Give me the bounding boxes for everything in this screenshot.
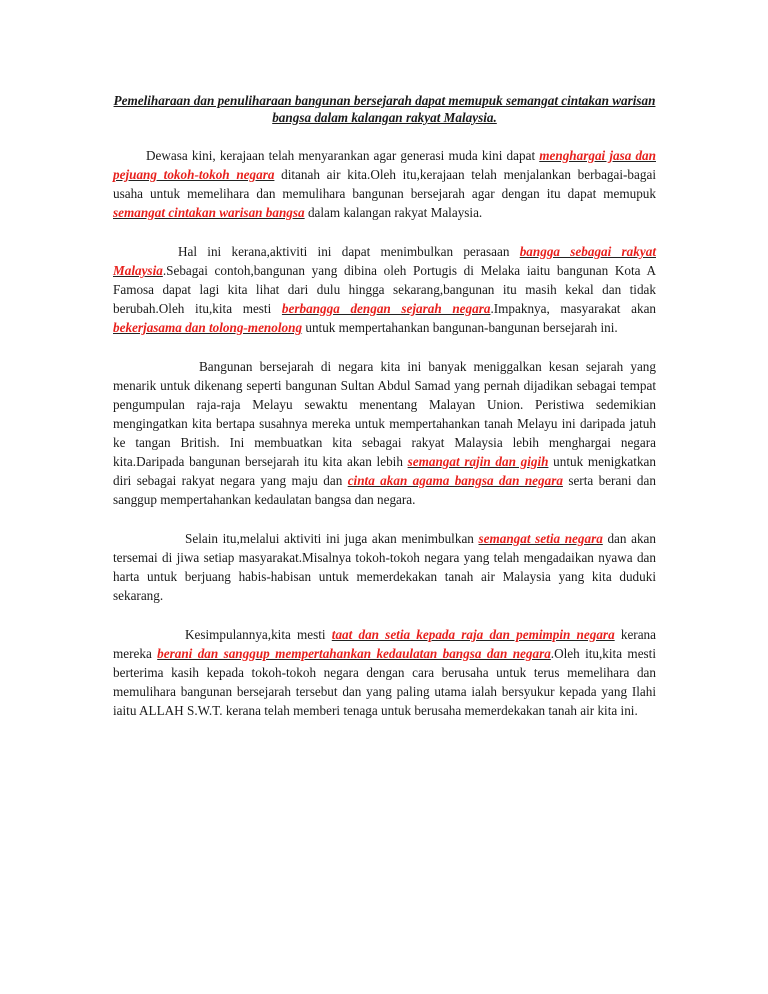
body-text-segment: .Impaknya, masyarakat akan xyxy=(490,301,657,316)
paragraph-4 xyxy=(113,529,656,605)
paragraph-3 xyxy=(113,357,656,509)
highlighted-phrase: bekerjasama dan tolong-menolong xyxy=(113,320,303,335)
paragraph-2 xyxy=(113,242,656,337)
body-text-segment: Hal ini kerana,aktiviti ini dapat menimbulkan perasaan xyxy=(178,244,520,259)
body-text-segment: serta berani dan sanggup mempertahankan kedaulatan bangsa dan negara. xyxy=(113,473,656,507)
body-text-segment: .Oleh itu,kita mesti berterima kasih kepada tokoh-tokoh negara dengan cara berusaha untuk terus memelihara dan memulihara bangunan bersejarah tersebut dan yang paling utama ialah bersyukur kepada yang Ilahi iaitu ALLAH S.W.T. kerana telah memberi tenaga untuk berusaha memerdekakan tanah air kita ini. xyxy=(113,646,657,718)
body-text-segment: .Sebagai contoh,bangunan yang dibina oleh Portugis di Melaka iaitu bangunan Kota A Famosa dapat lagi kita lihat dari dulu hingga sekarang,bangunan itu masih kekal dan tidak berubah.Oleh itu,kita mesti xyxy=(113,263,656,316)
document-title: Pemeliharaan dan penuliharaan bangunan bersejarah dapat memupuk semangat cintakan warisan bangsa dalam kalangan rakyat Malaysia. xyxy=(113,93,656,125)
body-text-segment: ditanah air kita.Oleh itu,kerajaan telah menjalankan berbagai-bagai usaha untuk memelihara dan memulihara bangunan bersejarah agar dengan itu dapat memupuk xyxy=(113,167,656,201)
body-text-segment: Bangunan bersejarah di negara kita ini banyak meniggalkan kesan sejarah yang menarik untuk dikenang seperti bangunan Sultan Abdul Samad yang pernah dijadikan sebagai tempat pengumpulan raja-raja Melayu sewaktu menentang Malayan Union. Peristiwa sedemikian mengingatkan kita bertapa susahnya mereka untuk mempertahankan tanah Melayu ini daripada jatuh ke tangan British. Ini membuatkan kita sebagai rakyat Malaysia lebih menghargai negara kita.Daripada bangunan bersejarah itu kita akan lebih xyxy=(113,359,656,469)
highlighted-phrase: berbangga dengan sejarah negara xyxy=(281,301,491,316)
paragraph-5 xyxy=(113,625,656,720)
paragraph-1 xyxy=(113,146,656,222)
highlighted-phrase: cinta akan agama bangsa dan negara xyxy=(347,473,563,488)
body-text-segment: Kesimpulannya,kita mesti xyxy=(185,627,332,642)
body-text-segment: kerana mereka xyxy=(113,627,656,661)
body-text-segment: Dewasa kini, kerajaan telah menyarankan agar generasi muda kini dapat xyxy=(146,148,540,163)
highlighted-phrase: berani dan sanggup mempertahankan kedaulatan bangsa dan negara xyxy=(157,646,551,661)
highlighted-phrase: semangat setia negara xyxy=(478,531,603,546)
body-text-segment: dalam kalangan rakyat Malaysia. xyxy=(304,205,483,220)
body-text-segment: untuk menigkatkan diri sebagai rakyat negara yang maju dan xyxy=(113,454,656,488)
body-text-segment: Selain itu,melalui aktiviti ini juga akan menimbulkan xyxy=(185,531,479,546)
highlighted-phrase: bangga sebagai rakyat Malaysia xyxy=(113,244,656,278)
body-text-segment: dan akan tersemai di jiwa setiap masyarakat.Misalnya tokoh-tokoh negara yang telah mengadaikan nyawa dan harta untuk berjuang habis-habisan untuk memerdekakan tanah air Malaysia yang kita duduki sekarang. xyxy=(113,531,657,603)
highlighted-phrase: menghargai jasa dan pejuang tokoh-tokoh negara xyxy=(113,148,656,182)
document-body xyxy=(113,146,656,720)
highlighted-phrase: taat dan setia kepada raja dan pemimpin negara xyxy=(331,627,615,642)
body-text-segment: untuk mempertahankan bangunan-bangunan bersejarah ini. xyxy=(302,320,618,335)
highlighted-phrase: semangat rajin dan gigih xyxy=(407,454,549,469)
highlighted-phrase: semangat cintakan warisan bangsa xyxy=(113,205,305,220)
